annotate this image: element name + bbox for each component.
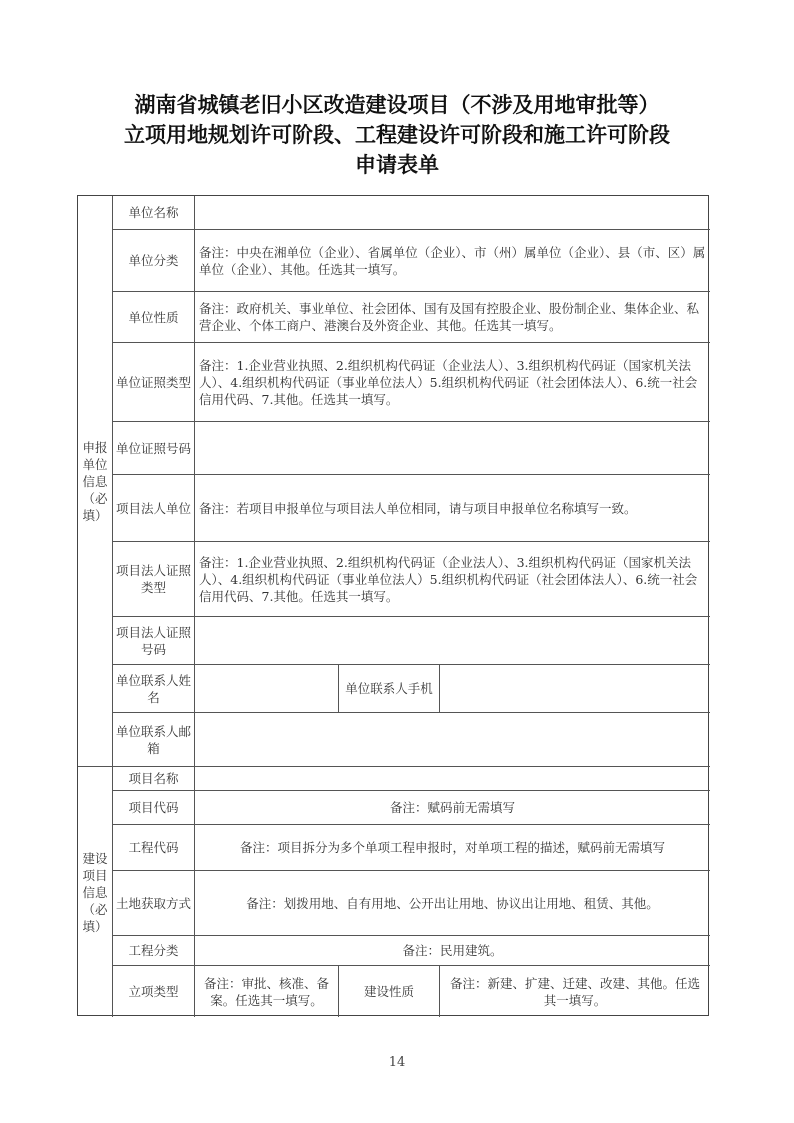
group-label-line: 建设: [82, 850, 108, 866]
project-row-value-field-2[interactable]: [440, 966, 710, 1017]
applicant-row-value-field[interactable]: [195, 713, 710, 767]
field-value: 备注：赋码前无需填写: [389, 800, 515, 815]
applicant-row-value-field[interactable]: [195, 230, 710, 292]
applicant-row-value-field[interactable]: [195, 343, 710, 422]
field-value: 备注：审批、核准、备案。任选其一填写。: [203, 975, 329, 1008]
field-label: 项目名称: [128, 771, 179, 786]
group-label-line: 申报: [82, 439, 108, 455]
field-label: 项目法人单位: [116, 500, 192, 516]
project-row-value-field[interactable]: [195, 966, 339, 1017]
field-label: 项目代码: [128, 800, 179, 815]
applicant-row-value-field[interactable]: [195, 292, 710, 343]
project-row-label: [113, 871, 195, 936]
field-label: 工程代码: [128, 840, 179, 855]
project-row-label: [113, 966, 195, 1017]
field-label: 单位联系人姓名: [116, 672, 192, 705]
project-row-value-field[interactable]: [195, 871, 710, 936]
group-label-line: 单位: [82, 456, 108, 472]
applicant-row-label: [113, 542, 195, 617]
group-label-line: 填）: [82, 507, 108, 523]
applicant-row-value-field[interactable]: [195, 617, 710, 665]
project-row-label: [113, 825, 195, 871]
field-label: 土地获取方式: [116, 895, 192, 911]
field-label: 单位证照号码: [116, 440, 192, 456]
applicant-row-value-field[interactable]: [195, 196, 710, 230]
applicant-info-group-text: [82, 439, 107, 524]
project-info-group: [78, 767, 113, 1017]
applicant-row-label: [113, 196, 195, 230]
applicant-row-label: [113, 713, 195, 767]
form-title: [0, 90, 794, 180]
project-info-group-text: [82, 850, 107, 935]
title-line-3: 申请表单: [355, 152, 439, 177]
project-row-value-field[interactable]: [195, 767, 710, 791]
applicant-row-value-field[interactable]: [195, 422, 710, 475]
group-label-line: 信息: [82, 473, 108, 489]
applicant-row-label: [113, 617, 195, 665]
group-label-line: 填）: [82, 918, 108, 934]
applicant-row-value-field[interactable]: [195, 475, 710, 542]
applicant-row-label: [113, 422, 195, 475]
group-label-line: 信息: [82, 884, 108, 900]
applicant-row-label: [113, 475, 195, 542]
field-label: 单位性质: [128, 309, 179, 325]
project-row-label: [113, 791, 195, 825]
applicant-info-group: [78, 196, 113, 767]
field-value: 备注：划拨用地、自有用地、公开出让用地、协议出让用地、租赁、其他。: [246, 895, 659, 911]
applicant-row-value-field[interactable]: [195, 665, 339, 713]
project-row-value-field[interactable]: [195, 936, 710, 966]
group-label-line: （必: [82, 901, 108, 917]
project-row-value-field[interactable]: [195, 825, 710, 871]
field-value: 备注：中央在湘单位（企业）、省属单位（企业）、市（州）属单位（企业）、县（市、区）属单位（企业）、其他。任选其一填写。: [199, 244, 706, 277]
field-value: 备注：1.企业营业执照、2.组织机构代码证（企业法人）、3.组织机构代码证（国家机关法人）、4.组织机构代码证（事业单位法人）5.组织机构代码证（社会团体法人）、6.统一社会信用代码、7.其他。任选其一填写。: [199, 357, 698, 407]
project-row-label: [113, 767, 195, 791]
field-value: 备注：新建、扩建、迁建、改建、其他。任选其一填写。: [449, 975, 700, 1008]
page-number: 14: [388, 1055, 406, 1070]
field-label: 建设性质: [363, 984, 414, 999]
group-label-line: 项目: [82, 867, 108, 883]
project-row-label: [113, 936, 195, 966]
title-line-1: 湖南省城镇老旧小区改造建设项目（不涉及用地审批等）: [134, 92, 660, 117]
title-line-2: 立项用地规划许可阶段、工程建设许可阶段和施工许可阶段: [124, 122, 670, 147]
field-label: 项目法人证照号码: [116, 624, 192, 657]
field-label: 单位名称: [128, 205, 179, 220]
field-value: 备注：项目拆分为多个单项工程申报时，对单项工程的描述，赋码前无需填写: [239, 840, 665, 855]
applicant-row-label: [113, 665, 195, 713]
applicant-row-label-2: [339, 665, 440, 713]
field-label: 单位证照类型: [116, 374, 192, 390]
field-label: 项目法人证照类型: [116, 563, 192, 595]
field-value: 备注：政府机关、事业单位、社会团体、国有及国有控股企业、股份制企业、集体企业、私营企业、个体工商户、港澳台及外资企业、其他。任选其一填写。: [199, 301, 700, 333]
field-label: 单位联系人邮箱: [116, 723, 192, 756]
applicant-row-label: [113, 292, 195, 343]
field-value: 备注：若项目申报单位与项目法人单位相同，请与项目申报单位名称填写一致。: [199, 500, 637, 516]
applicant-row-value-field[interactable]: [195, 542, 710, 617]
application-form-table: [77, 195, 709, 1016]
field-label: 单位分类: [128, 253, 179, 268]
field-label: 单位联系人手机: [345, 681, 433, 696]
applicant-row-value-field-2[interactable]: [440, 665, 710, 713]
field-value: 备注：民用建筑。: [402, 943, 503, 958]
project-row-label-2: [339, 966, 440, 1017]
project-row-value-field[interactable]: [195, 791, 710, 825]
group-label-line: （必: [82, 490, 108, 506]
applicant-row-label: [113, 230, 195, 292]
field-label: 工程分类: [128, 943, 179, 958]
field-label: 立项类型: [128, 984, 179, 999]
field-value: 备注：1.企业营业执照、2.组织机构代码证（企业法人）、3.组织机构代码证（国家机关法人）、4.组织机构代码证（事业单位法人）5.组织机构代码证（社会团体法人）、6.统一社会信用代码、7.其他。任选其一填写。: [199, 554, 698, 604]
applicant-row-label: [113, 343, 195, 422]
